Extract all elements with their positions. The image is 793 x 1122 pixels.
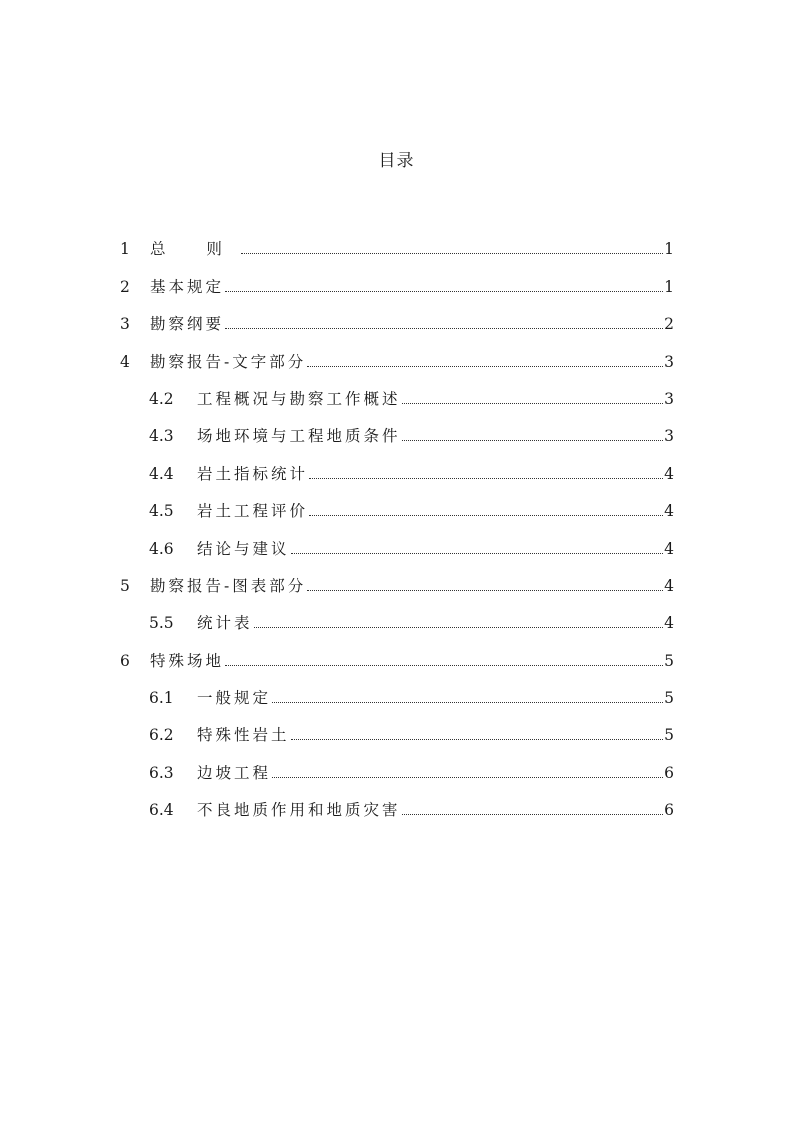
dot-leader: [307, 589, 663, 591]
dot-leader: [402, 439, 664, 441]
dot-leader: [241, 252, 663, 254]
toc-entry[interactable]: [118, 633, 674, 670]
toc-entry-label: 边坡工程: [197, 763, 272, 782]
toc-entry-number: 6.2: [149, 726, 174, 745]
toc-entry-page: 2: [664, 315, 674, 334]
toc-entry-number: 4: [120, 352, 130, 371]
toc-subentry[interactable]: [118, 596, 674, 633]
toc-entry-label: 总 则: [150, 240, 240, 259]
dot-leader: [225, 327, 663, 329]
toc-entry-page: 5: [664, 651, 674, 670]
toc-entry-label: 基本规定: [150, 277, 225, 296]
toc-entry-page: 5: [664, 689, 674, 708]
dot-leader: [291, 552, 664, 554]
toc-entry-label: 勘察报告-图表部分: [150, 576, 307, 595]
toc-entry-page: 4: [664, 539, 674, 558]
toc-entry-number: 1: [120, 240, 130, 259]
toc-entry-label: 岩土工程评价: [197, 502, 309, 521]
toc-entry-label: 特殊性岩土: [197, 726, 290, 745]
toc-entry-number: 4.2: [149, 389, 174, 408]
toc-entry-label: 统计表: [197, 614, 253, 633]
dot-leader: [291, 738, 664, 740]
toc-entry-label: 勘察纲要: [150, 315, 225, 334]
toc-subentry[interactable]: [118, 671, 674, 708]
dot-leader: [254, 626, 664, 628]
toc-entry-number: 4.3: [149, 427, 174, 446]
dot-leader: [272, 776, 663, 778]
dot-leader: [225, 664, 663, 666]
toc-entry-page: 6: [664, 763, 674, 782]
toc-entry-number: 6: [120, 651, 130, 670]
toc-list: [118, 222, 674, 820]
toc-title: 目录: [378, 151, 415, 171]
dot-leader: [309, 514, 663, 516]
toc-entry-number: 4.6: [149, 539, 174, 558]
toc-subentry[interactable]: [118, 409, 674, 446]
toc-entry-label: 一般规定: [197, 689, 272, 708]
toc-entry-number: 2: [120, 277, 130, 296]
toc-entry-label: 场地环境与工程地质条件: [197, 427, 401, 446]
toc-entry-number: 5.5: [149, 614, 174, 633]
toc-entry-number: 4.5: [149, 502, 174, 521]
toc-subentry[interactable]: [118, 708, 674, 745]
toc-entry-number: 6.3: [149, 763, 174, 782]
toc-subentry[interactable]: [118, 446, 674, 483]
toc-entry-label: 勘察报告-文字部分: [150, 352, 307, 371]
toc-entry-number: 6.4: [149, 801, 174, 820]
toc-entry-label: 岩土指标统计: [197, 464, 309, 483]
toc-entry-label: 不良地质作用和地质灾害: [197, 801, 401, 820]
toc-entry-page: 3: [664, 389, 674, 408]
toc-entry-page: 3: [664, 427, 674, 446]
toc-entry[interactable]: [118, 334, 674, 371]
toc-subentry[interactable]: [118, 745, 674, 782]
toc-entry-label: 结论与建议: [197, 539, 290, 558]
toc-entry-page: 5: [664, 726, 674, 745]
toc-entry-page: 4: [664, 464, 674, 483]
dot-leader: [402, 402, 664, 404]
dot-leader: [309, 477, 663, 479]
toc-entry-page: 1: [664, 240, 674, 259]
dot-leader: [402, 813, 664, 815]
toc-entry-number: 6.1: [149, 689, 174, 708]
toc-entry-page: 4: [664, 614, 674, 633]
toc-entry-number: 5: [120, 576, 130, 595]
dot-leader: [225, 290, 663, 292]
toc-entry-page: 4: [664, 502, 674, 521]
dot-leader: [307, 365, 663, 367]
toc-subentry[interactable]: [118, 484, 674, 521]
toc-subentry[interactable]: [118, 783, 674, 820]
toc-entry-page: 6: [664, 801, 674, 820]
toc-entry-number: 4.4: [149, 464, 174, 483]
toc-entry-page: 3: [664, 352, 674, 371]
toc-entry-page: 1: [664, 277, 674, 296]
toc-entry-label: 特殊场地: [150, 651, 225, 670]
toc-entry[interactable]: [118, 297, 674, 334]
toc-subentry[interactable]: [118, 521, 674, 558]
toc-entry[interactable]: [118, 559, 674, 596]
toc-entry-label: 工程概况与勘察工作概述: [197, 389, 401, 408]
toc-entry-number: 3: [120, 315, 130, 334]
dot-leader: [272, 701, 663, 703]
toc-entry[interactable]: [118, 259, 674, 296]
toc-entry[interactable]: [118, 222, 674, 259]
toc-subentry[interactable]: [118, 372, 674, 409]
toc-entry-page: 4: [664, 576, 674, 595]
